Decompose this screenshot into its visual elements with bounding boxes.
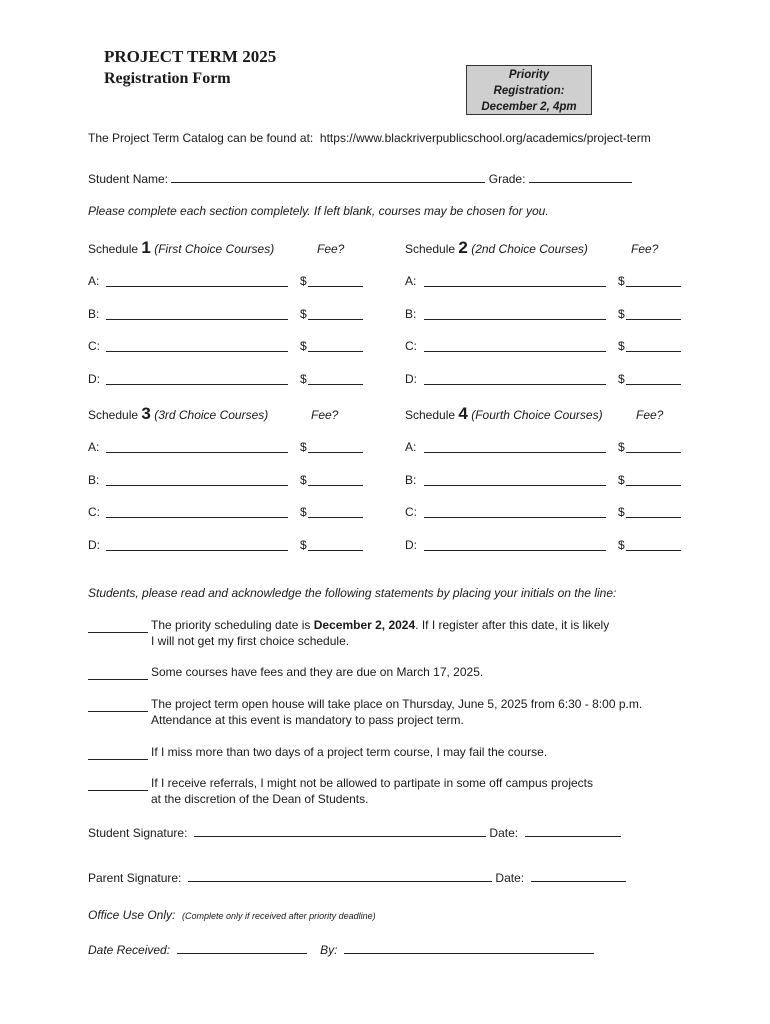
ack-1-post: . If I register after this date, it is likely [415, 618, 610, 632]
initials-line-5[interactable] [88, 790, 148, 791]
schedule-1-row-d-label: D: [88, 371, 100, 386]
schedule-4-fee-d-field[interactable] [626, 550, 681, 551]
schedule-3-row-b-label: B: [88, 472, 100, 487]
schedule-4-course-b-field[interactable] [424, 485, 606, 486]
ack-5-line-1: If I receive referrals, I might not be allowed to partipate in some off campus projects [151, 776, 593, 790]
schedule-2-prefix: Schedule [405, 242, 456, 256]
ack-1-pre: The priority scheduling date is [151, 618, 314, 632]
grade-field[interactable] [529, 171, 632, 183]
date-received-field[interactable] [177, 942, 307, 954]
parent-date-field[interactable] [531, 870, 626, 882]
priority-line-3: December 2, 4pm [481, 101, 577, 113]
schedule-3-row-a-label: A: [88, 440, 100, 454]
instructions: Please complete each section completely. If left blank, courses may be chosen for you. [88, 204, 549, 218]
schedule-4-row-d-dollar: $ [618, 537, 625, 552]
schedule-3-fee-label: Fee? [311, 408, 339, 422]
schedule-3-row-d-label: D: [88, 537, 100, 552]
ack-1-bold-date: December 2, 2024 [313, 618, 416, 632]
schedule-2-desc: (2nd Choice Courses) [471, 242, 588, 256]
schedule-2-row-a-dollar: $ [618, 274, 625, 288]
schedule-3-row-d-dollar: $ [300, 537, 307, 552]
student-date-field[interactable] [525, 825, 621, 837]
ack-statement-1 [151, 617, 609, 649]
schedule-4-prefix: Schedule [405, 408, 456, 422]
priority-line-2: Registration: [493, 85, 565, 97]
schedule-3-row-a-dollar: $ [300, 440, 307, 454]
office-use-note: (Complete only if received after priority deadline) [182, 911, 376, 921]
schedule-4-row-a-label: A: [405, 440, 417, 454]
catalog-line [88, 131, 651, 145]
schedule-2-heading [405, 238, 588, 258]
schedule-4-row-b-label: B: [405, 472, 417, 487]
schedule-3-fee-c-field[interactable] [308, 517, 363, 518]
schedule-4-course-d-field[interactable] [424, 550, 606, 551]
schedule-2-course-d-field[interactable] [424, 384, 606, 385]
schedule-2-row-c-label: C: [405, 339, 417, 353]
schedule-3-fee-d-field[interactable] [308, 550, 363, 551]
schedule-2-row-c-dollar: $ [618, 339, 625, 353]
ack-1-line-2: I will not get my first choice schedule. [151, 634, 350, 648]
schedule-2-row-a-label: A: [405, 274, 417, 288]
schedule-1-fee-b-field[interactable] [308, 319, 363, 320]
schedule-1-row-a-dollar: $ [300, 274, 307, 288]
schedule-1-course-a-field[interactable] [106, 286, 288, 287]
office-use-row [88, 908, 376, 922]
student-signature-label: Student Signature: [88, 826, 188, 840]
schedule-3-course-d-field[interactable] [106, 550, 288, 551]
ack-statement-4: If I miss more than two days of a project term course, I may fail the course. [151, 745, 548, 759]
schedule-4-heading [405, 404, 603, 424]
schedule-4-row-c-dollar: $ [618, 505, 625, 519]
schedule-1-row-b-dollar: $ [300, 306, 307, 321]
schedule-3-prefix: Schedule [88, 408, 139, 422]
schedule-1-desc: (First Choice Courses) [154, 242, 275, 256]
form-title: PROJECT TERM 2025 [104, 47, 277, 66]
schedule-1-course-b-field[interactable] [106, 319, 288, 320]
schedule-2-row-d-dollar: $ [618, 371, 625, 386]
priority-line-1: Priority [508, 69, 550, 81]
date-received-row [88, 942, 594, 957]
schedule-1-row-c-dollar: $ [300, 339, 307, 353]
schedule-3-course-b-field[interactable] [106, 485, 288, 486]
schedule-1-prefix: Schedule [88, 242, 139, 256]
student-name-row [88, 171, 632, 186]
schedule-4-fee-c-field[interactable] [626, 517, 681, 518]
initials-line-1[interactable] [88, 632, 148, 633]
schedule-2-fee-a-field[interactable] [626, 286, 681, 287]
ack-5-line-2: at the discretion of the Dean of Students. [151, 792, 369, 806]
schedule-3-row-b-dollar: $ [300, 472, 307, 487]
grade-label: Grade: [488, 172, 526, 186]
schedule-1-fee-d-field[interactable] [308, 384, 363, 385]
office-use-label: Office Use Only: [88, 908, 176, 922]
by-field[interactable] [344, 942, 594, 954]
parent-signature-row [88, 870, 626, 885]
initials-line-2[interactable] [88, 679, 148, 680]
schedule-3-course-a-field[interactable] [106, 452, 288, 453]
schedule-3-desc: (3rd Choice Courses) [154, 408, 269, 422]
initials-line-3[interactable] [88, 711, 148, 712]
schedule-2-fee-label: Fee? [631, 242, 659, 256]
student-name-label: Student Name: [88, 172, 169, 186]
parent-date-label: Date: [495, 871, 525, 885]
schedule-2-row-d-label: D: [405, 371, 417, 386]
schedule-3-fee-a-field[interactable] [308, 452, 363, 453]
schedule-1-row-d-dollar: $ [300, 371, 307, 386]
schedule-4-desc: (Fourth Choice Courses) [471, 408, 603, 422]
schedule-4-number: 4 [458, 404, 468, 423]
date-received-label: Date Received: [88, 943, 171, 957]
schedule-4-fee-b-field[interactable] [626, 485, 681, 486]
schedule-2-course-c-field[interactable] [424, 351, 606, 352]
priority-registration-box [466, 65, 592, 115]
schedule-1-heading [88, 238, 274, 258]
schedule-3-row-c-dollar: $ [300, 505, 307, 519]
parent-signature-field[interactable] [188, 870, 492, 882]
schedule-3-heading [88, 404, 268, 424]
parent-signature-label: Parent Signature: [88, 871, 182, 885]
schedule-4-row-a-dollar: $ [618, 440, 625, 454]
schedule-4-fee-label: Fee? [636, 408, 664, 422]
student-name-field[interactable] [171, 171, 485, 183]
schedule-1-row-a-label: A: [88, 274, 100, 288]
schedule-4-course-a-field[interactable] [424, 452, 606, 453]
schedule-1-fee-label: Fee? [317, 242, 345, 256]
student-signature-row [88, 825, 621, 840]
schedule-2-row-b-label: B: [405, 306, 417, 321]
schedule-2-fee-b-field[interactable] [626, 319, 681, 320]
schedule-4-row-d-label: D: [405, 537, 417, 552]
by-label: By: [320, 943, 338, 957]
ack-3-line-2: Attendance at this event is mandatory to pass project term. [151, 713, 464, 727]
schedule-1-course-c-field[interactable] [106, 351, 288, 352]
catalog-url[interactable]: https://www.blackriverpublicschool.org/academics/project-term [319, 131, 651, 145]
ack-statement-5 [151, 775, 593, 807]
initials-line-4[interactable] [88, 759, 148, 760]
schedule-1-course-d-field[interactable] [106, 384, 288, 385]
schedule-2-number: 2 [458, 238, 468, 257]
schedule-2-course-a-field[interactable] [424, 286, 606, 287]
ack-statement-2: Some courses have fees and they are due on March 17, 2025. [151, 665, 484, 679]
schedule-1-fee-c-field[interactable] [308, 351, 363, 352]
schedule-3-course-c-field[interactable] [106, 517, 288, 518]
ack-intro: Students, please read and acknowledge the following statements by placing your initials on the line: [88, 586, 617, 600]
schedule-2-course-b-field[interactable] [424, 319, 606, 320]
schedule-4-fee-a-field[interactable] [626, 452, 681, 453]
schedule-1-number: 1 [141, 238, 151, 257]
ack-statement-3 [151, 696, 642, 728]
student-date-label: Date: [489, 826, 519, 840]
schedule-4-course-c-field[interactable] [424, 517, 606, 518]
catalog-label: The Project Term Catalog can be found at: [88, 131, 314, 145]
schedule-3-number: 3 [141, 404, 151, 423]
schedule-4-row-c-label: C: [405, 505, 417, 519]
schedule-2-row-b-dollar: $ [618, 306, 625, 321]
student-signature-field[interactable] [194, 825, 486, 837]
schedule-1-row-c-label: C: [88, 339, 100, 353]
schedule-2-fee-c-field[interactable] [626, 351, 681, 352]
schedule-3-row-c-label: C: [88, 505, 100, 519]
schedule-4-row-b-dollar: $ [618, 472, 625, 487]
ack-3-line-1: The project term open house will take place on Thursday, June 5, 2025 from 6:30 - 8:00 p.m. [151, 697, 643, 711]
schedule-3-fee-b-field[interactable] [308, 485, 363, 486]
schedule-1-fee-a-field[interactable] [308, 286, 363, 287]
form-subtitle: Registration Form [104, 70, 231, 87]
schedule-1-row-b-label: B: [88, 306, 100, 321]
schedule-2-fee-d-field[interactable] [626, 384, 681, 385]
